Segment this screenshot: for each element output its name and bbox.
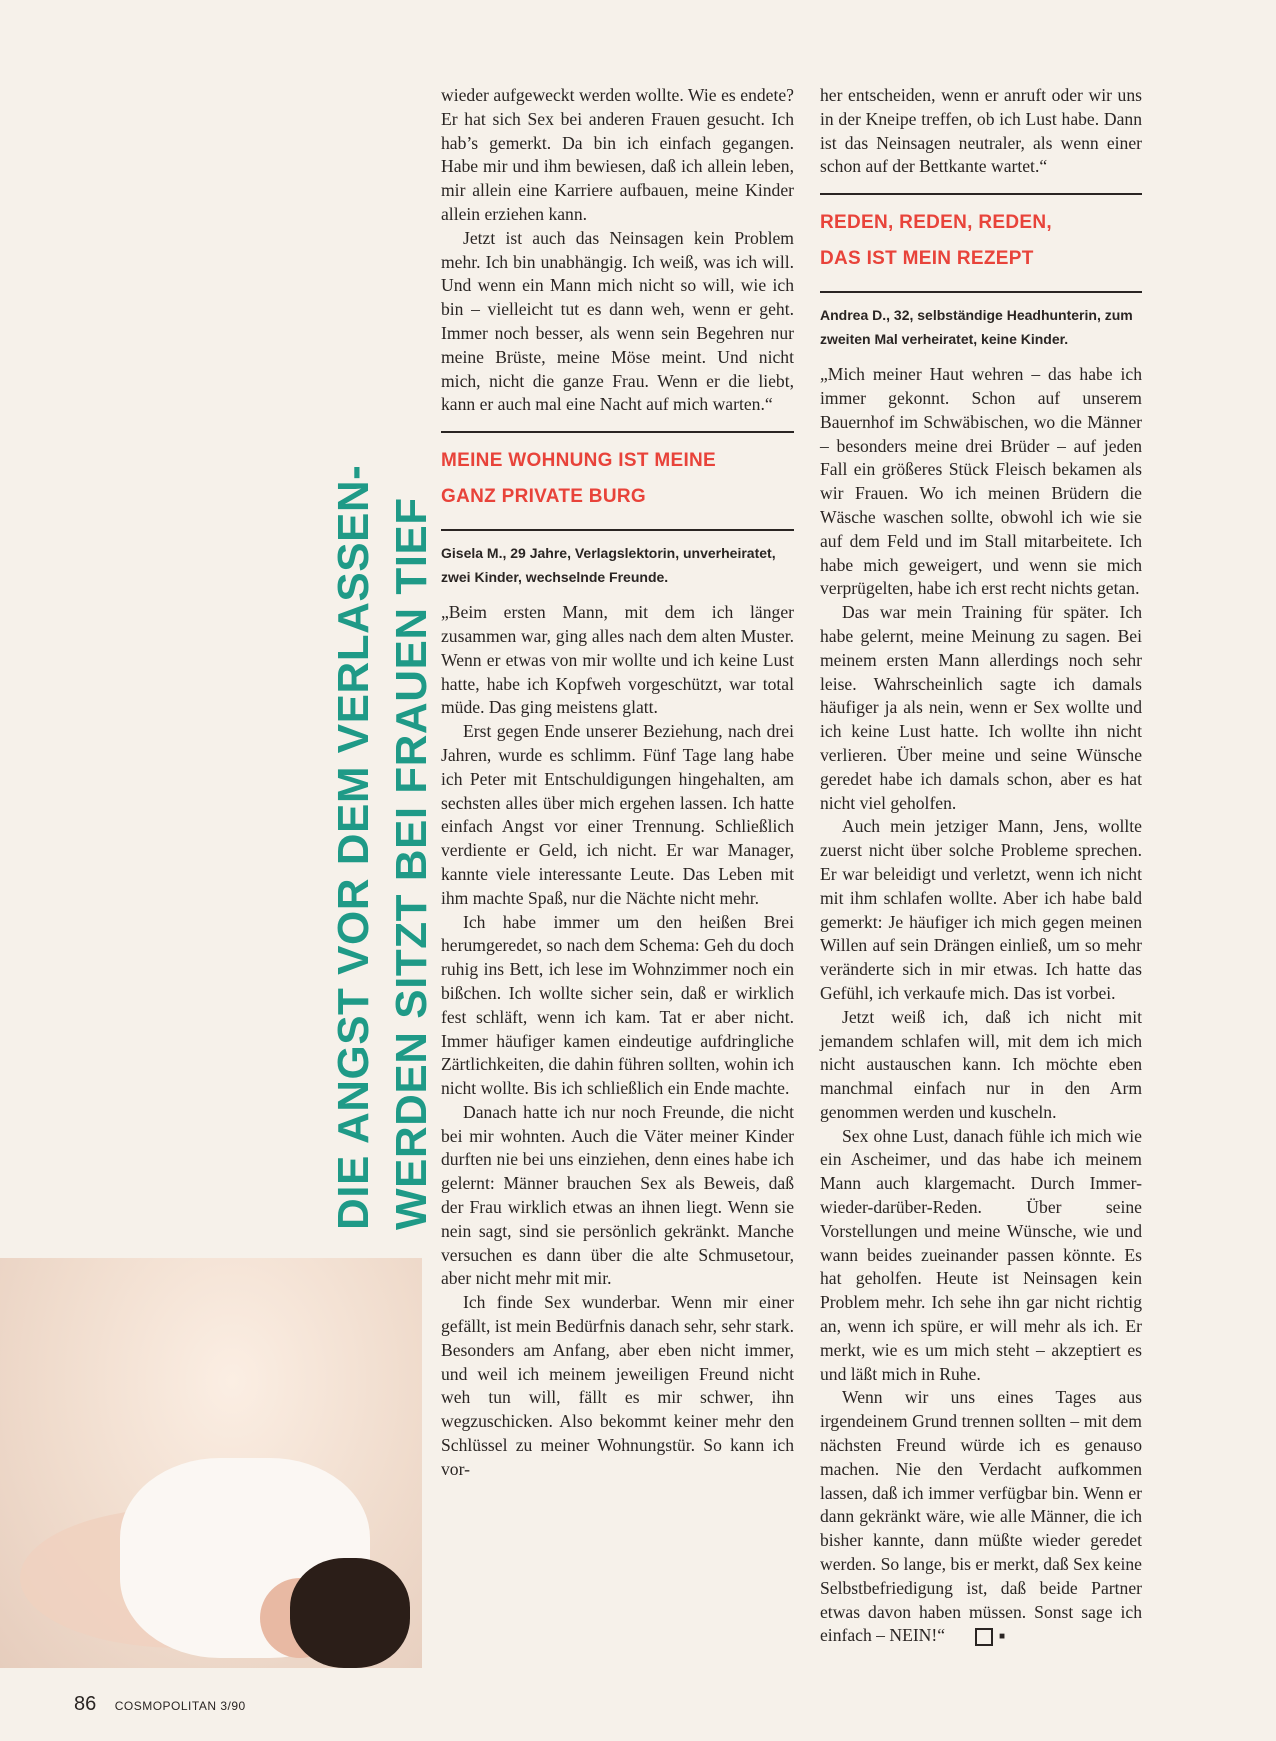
byline: Andrea D., 32, selbständige Headhunterin, zum zweiten Mal verheiratet, keine Kinder. [820, 307, 1133, 348]
subhead-line-1: MEINE WOHNUNG IST MEINE [441, 450, 717, 472]
paragraph: „Mich meiner Haut wehren – das habe ich immer gekonnt. Schon auf unserem Bauernhof im Schwäbischen, wo die Männer – besonders meine drei Brüder – auf jeden Fall ein größeres Stück Fleisch bekamen als wir Frauen. Wo ich meinen Brüdern die Wäsche waschen sollte, obwohl ich wie sie auf dem Feld und im Stall mitarbeitete. Ich habe mich geweigert, und wenn sie mich verprügelten, habe ich erst recht nichts getan. [820, 364, 1142, 599]
byline: Gisela M., 29 Jahre, Verlagslektorin, unverheiratet, zwei Kinder, wechselnde Freunde. [441, 545, 776, 586]
divider-rule [820, 291, 1142, 293]
text-column-2 [820, 84, 1142, 1648]
paragraph: Auch mein jetziger Mann, Jens, wollte zuerst nicht über solche Probleme sprechen. Er war beleidigt und verletzt, wenn ich nicht mit ihm schlafen wollte. Aber ich habe bald gemerkt: Je häufiger ich mich gegen meinen Willen auf sein Drängen einließ, um so mehr veränderte sich in mir etwas. Ich hatte das Gefühl, ich verkaufe mich. Das ist vorbei. [820, 816, 1142, 1003]
paragraph: wieder aufgeweckt werden wollte. Wie es endete? Er hat sich Sex bei anderen Frauen gesucht. Ich hab’s gemerkt. Da bin ich einfach gegangen. Habe mir und ihm bewiesen, daß ich allein leben, mir allein eine Karriere aufbauen, meine Kinder allein erziehen kann. [441, 85, 794, 224]
subhead-line-2: GANZ PRIVATE BURG [441, 486, 646, 508]
section-subhead [441, 443, 794, 515]
subhead-line-1: REDEN, REDEN, REDEN, [820, 212, 1052, 234]
photo-hair [290, 1558, 410, 1668]
photo-sleeping-woman [0, 1258, 422, 1668]
headline-line-2: WERDEN SITZT BEI FRAUEN TIEF [387, 497, 436, 1230]
divider-rule [441, 529, 794, 531]
paragraph: Ich habe immer um den heißen Brei herumgeredet, so nach dem Schema: Geh du doch ruhig ins Bett, ich lese im Wohnzimmer noch ein bißchen. Ich wollte sicher sein, daß er wirklich fest schläft, wenn ich kam. Tat er aber nicht. Immer häufiger kamen eindeutige aufdringliche Zärtlichkeiten, die dahin führen sollten, wohin ich nicht wollte. Bis ich schließlich ein Ende machte. [441, 911, 794, 1099]
page-footer [74, 1693, 246, 1716]
end-mark-icon: ■ [975, 1628, 993, 1646]
paragraph [820, 1386, 1142, 1648]
paragraph: Sex ohne Lust, danach fühle ich mich wie ein Ascheimer, und das habe ich meinem Mann auch klargemacht. Durch Immer-wieder-darüber-Reden. Über seine Vorstellungen und meine Wünsche, wie und wann beides zueinander passen könnte. Es hat geholfen. Heute ist Neinsagen kein Problem mehr. Ich sehe ihn gar nicht richtig an, wenn ich spüre, er will mehr als ich. Er merkt, wie es um mich steht – akzeptiert es und läßt mich in Ruhe. [820, 1125, 1142, 1384]
paragraph: Danach hatte ich nur noch Freunde, die nicht bei mir wohnten. Auch die Väter meiner Kinder durften nie bei uns einziehen, denn eines habe ich gelernt: Männer brauchen Sex als Beweis, daß der Frau wirklich etwas an ihnen liegt. Wenn sie nein sagt, sind sie persönlich gekränkt. Manche versuchen es dann über die alte Schmusetour, aber nicht mehr mit mir. [441, 1101, 794, 1289]
section-subhead [820, 205, 1142, 277]
paragraph: „Beim ersten Mann, mit dem ich länger zusammen war, ging alles nach dem alten Muster. Wenn er etwas von mir wollte und ich keine Lust hatte, habe ich Kopfweh vorgeschützt, war total müde. Das ging meistens glatt. [441, 602, 794, 718]
magazine-issue: COSMOPOLITAN 3/90 [114, 1699, 246, 1713]
paragraph: her entscheiden, wenn er anruft oder wir uns in der Kneipe treffen, ob ich Lust habe. Dann ist das Neinsagen neutraler, als wenn einer schon auf der Bettkante wartet.“ [820, 85, 1142, 177]
paragraph: Ich finde Sex wunderbar. Wenn mir einer gefällt, ist mein Bedürfnis danach sehr, sehr stark. Besonders am Anfang, aber eben nicht immer, und weil ich meinem jeweiligen Freund nicht weh tun will, fällt es mir schwer, ihn wegzuschicken. Also bekommt keiner mehr den Schlüssel zu meiner Wohnungstür. So kann ich vor- [441, 1292, 794, 1479]
paragraph: Jetzt weiß ich, daß ich nicht mit jemandem schlafen will, mit dem ich mich nicht austauschen kann. Ich möchte eben manchmal einfach nur in den Arm genommen werden und kuscheln. [820, 1006, 1142, 1122]
divider-rule [820, 193, 1142, 195]
text-column-1 [441, 84, 794, 1482]
page-number: 86 [74, 1693, 97, 1715]
paragraph: Das war mein Training für später. Ich habe gelernt, meine Meinung zu sagen. Bei meinem ersten Mann allerdings noch sehr leise. Wahrscheinlich sagte ich damals häufiger ja als nein, wenn er Sex wollte und ich keine Lust hatte. Ich wollte ihn nicht verlieren. Über meine und seine Wünsche geredet habe ich damals schon, aber es hat nicht viel geholfen. [820, 602, 1142, 813]
paragraph: Jetzt ist auch das Neinsagen kein Problem mehr. Ich bin unabhängig. Ich weiß, was ich will. Und wenn ein Mann mich nicht so will, wie ich bin – vielleicht tut es dann weh, wenn er geht. Immer noch besser, als wenn sein Begehren nur meine Brüste, meine Möse meint. Und nicht mich, nicht die ganze Frau. Wenn er die liebt, kann er auch mal eine Nacht auf mich warten.“ [441, 227, 794, 415]
paragraph: Erst gegen Ende unserer Beziehung, nach drei Jahren, wurde es schlimm. Fünf Tage lang habe ich Peter mit Entschuldigungen hingehalten, am sechsten alles über mich ergehen lassen. Ich hatte einfach Angst vor einer Trennung. Schließlich verdiente er Geld, ich nicht. Er war Manager, kannte viele interessante Leute. Das Leben mit ihm machte Spaß, nur die Nächte nicht mehr. [441, 721, 794, 908]
paragraph-text: Wenn wir uns eines Tages aus irgendeinem Grund trennen sollten – mit dem nächsten Freund würde ich es genauso machen. Nie den Verdacht aufkommen lassen, daß ich immer verfügbar bin. Wenn er dann gekränkt wäre, wie alle Männer, die ich bisher kannte, dann müßte wieder geredet werden. So lange, bis er merkt, daß Sex keine Selbstbefriedigung ist, daß beide Partner etwas davon haben müssen. Sonst sage ich einfach – NEIN!“ [820, 1387, 1142, 1646]
headline [325, 150, 441, 1230]
divider-rule [441, 431, 794, 433]
headline-line-1: DIE ANGST VOR DEM VERLASSEN- [329, 464, 378, 1230]
subhead-line-2: DAS IST MEIN REZEPT [820, 248, 1034, 270]
